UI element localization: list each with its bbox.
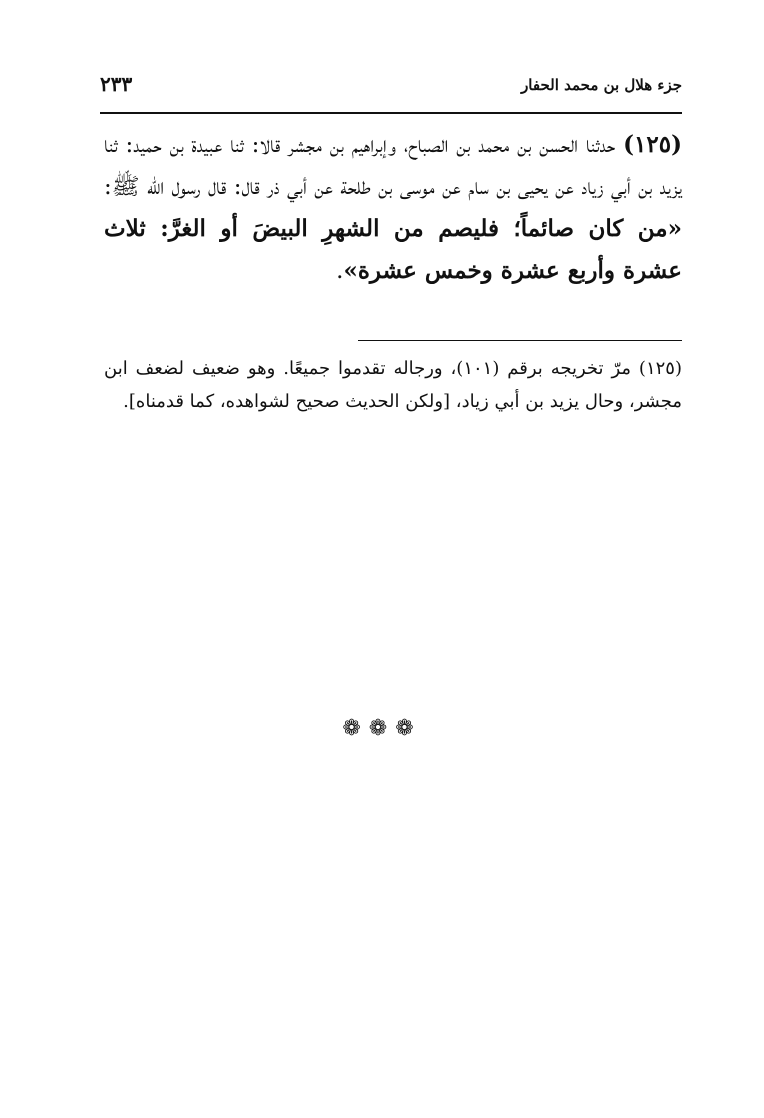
hadith-end: .	[336, 258, 344, 284]
header-title: جزء هلال بن محمد الحفار	[521, 76, 682, 94]
hadith-quote: «من كان صائماً؛ فليصم من الشهرِ البيضَ أو الغرَّ: ثلاث عشرة وأربع عشرة وخمس عشرة»	[104, 215, 682, 284]
hadith-number: (١٢٥)	[623, 131, 682, 158]
header-rule	[100, 112, 682, 114]
footnote: (١٢٥) مرّ تخريجه برقم (١٠١)، ورجاله تقدموا جميعًا. وهو ضعيف لضعف ابن مجشر، وحال يزيد بن أبي زياد، [ولكن الحديث صحيح لشواهده، كما قدمناه].	[104, 358, 683, 412]
page-number: ٢٣٣	[100, 72, 133, 96]
hadith-chain: حدثنا الحسن بن محمد بن الصباح، وإبراهيم بن مجشر قالا: ثنا عبيدة بن حميد: ثنا يزيد بن أبي زياد عن يحيى بن سام عن موسى بن طلحة عن أبي ذر قال: قال رسول الله ﷺ:	[104, 132, 682, 200]
footnote-rule	[358, 340, 682, 341]
running-header	[100, 70, 682, 110]
section-end-ornament: ❁❁❁	[342, 716, 422, 741]
hadith-text	[104, 124, 682, 292]
